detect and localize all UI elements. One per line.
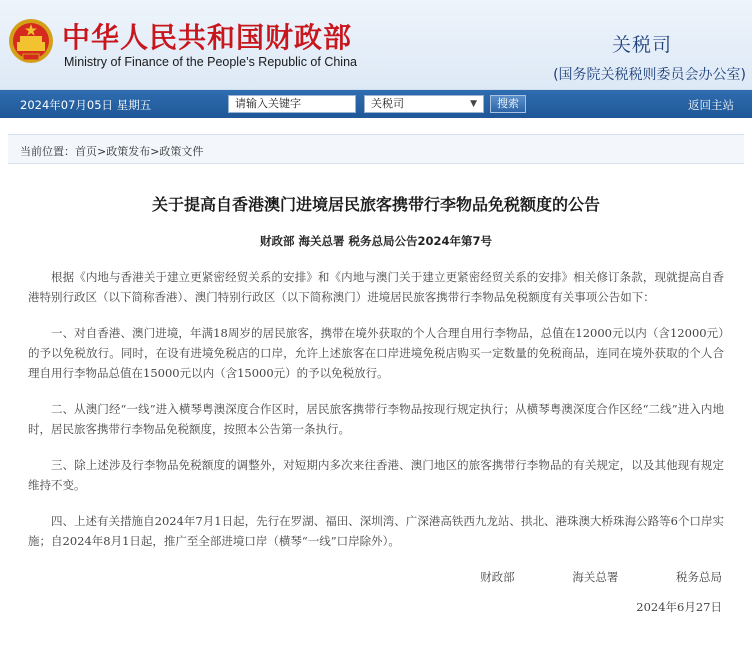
nav-bar <box>0 90 752 118</box>
department-select[interactable] <box>364 95 484 113</box>
ministry-name-en: Ministry of Finance of the People’s Republic of China <box>64 55 357 69</box>
article-paragraph-3: 三、除上述涉及行李物品免税额度的调整外，对短期内多次来往香港、澳门地区的旅客携带行李物品的有关规定，以及其他现有规定维持不变。 <box>28 458 724 492</box>
spacer <box>0 118 752 134</box>
article <box>8 192 744 615</box>
site-header <box>0 0 752 90</box>
signer-tax: 税务总局 <box>676 570 722 584</box>
article-paragraph-1: 一、对自香港、澳门进境，年满18周岁的居民旅客，携带在境外获取的个人合理自用行李物品，总值在12000元以内（含12000元）的予以免税放行。同时，在设有进境免税店的口岸，允许上述旅客在口岸进境免税店购买一定数量的免税商品，连同在境外获取的个人合理自用行李物品总值在15000元以内（含15000元）的予以免税放行。 <box>28 326 724 380</box>
document-number: 财政部 海关总署 税务总局公告2024年第7号 <box>259 234 492 248</box>
breadcrumb[interactable]: 当前位置：首页>政策发布>政策文件 <box>8 134 744 164</box>
article-paragraph-2: 二、从澳门经“一线”进入横琴粤澳深度合作区时，居民旅客携带行李物品按现行规定执行；从横琴粤澳深度合作区经“二线”进入内地时，居民旅客携带行李物品免税额度，按照本公告第一条执行。 <box>28 402 724 436</box>
article-title: 关于提高自香港澳门进境居民旅客携带行李物品免税额度的公告 <box>151 195 600 214</box>
search-input[interactable]: 请输入关键字 <box>228 95 356 113</box>
ministry-name-cn: 中华人民共和国财政部 <box>62 21 353 54</box>
home-link[interactable]: 返回主站 <box>688 98 734 112</box>
article-paragraph-intro: 根据《内地与香港关于建立更紧密经贸关系的安排》和《内地与澳门关于建立更紧密经贸关系的安排》相关修订条款，现就提高自香港特别行政区（以下简称香港）、澳门特别行政区（以下简称澳门）进境居民旅客携带行李物品免税额度有关事项公告如下： <box>28 270 724 304</box>
article-paragraph-4: 四、上述有关措施自2024年7月1日起，先行在罗湖、福田、深圳湾、广深港高铁西九龙站、拱北、港珠澳大桥珠海公路等6个口岸实施；自2024年8月1日起，推广至全部进境口岸（横琴“一线”口岸除外）。 <box>28 514 724 548</box>
signers <box>28 569 724 585</box>
publish-date: 2024年6月27日 <box>636 600 722 614</box>
signer-mof: 财政部 <box>480 570 515 584</box>
department-subtitle: (国务院关税税则委员会办公室) <box>553 67 746 83</box>
search-button[interactable]: 搜索 <box>490 95 526 113</box>
department-select-value: 关税司 <box>371 97 404 110</box>
national-emblem-icon <box>8 16 54 66</box>
chevron-down-icon: ▼ <box>470 99 477 109</box>
department-name: 关税司 <box>611 34 672 56</box>
current-date: 2024年07月05日 星期五 <box>20 98 152 112</box>
signer-customs: 海关总署 <box>572 570 619 584</box>
